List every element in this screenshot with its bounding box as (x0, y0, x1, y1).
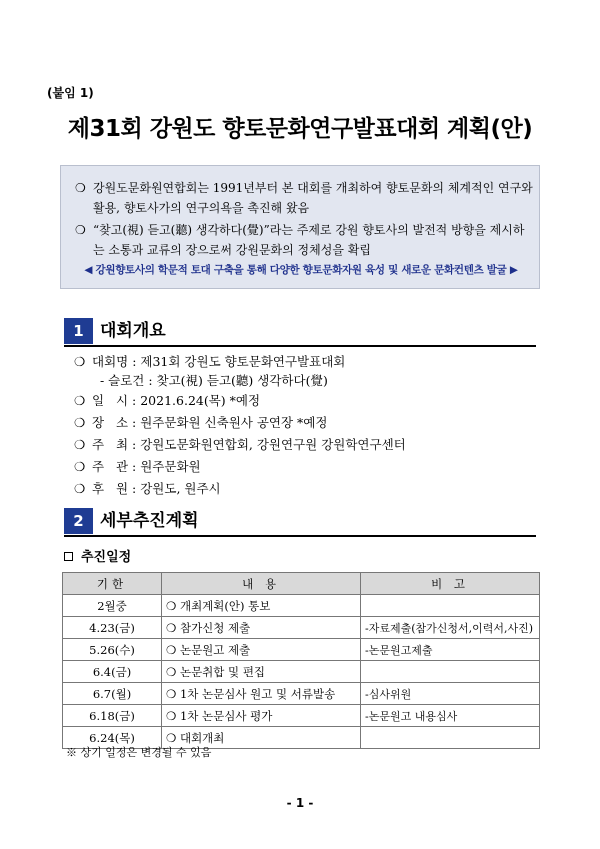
circle-bullet-icon: ❍ (74, 437, 86, 452)
summary-text: 강원도문화원연합회는 1991년부터 본 대회를 개최하여 향토문화의 체계적인 연구와 활용, 향토사가의 연구의욕을 촉진해 왔음 (93, 181, 533, 215)
table-row (63, 639, 540, 661)
overview-row (74, 457, 201, 477)
circle-bullet-icon: ❍ (74, 481, 86, 496)
summary-text: “찾고(視) 듣고(聽) 생각하다(覺)”라는 주제로 강원 향토사의 발전적 방향을 제시하는 소통과 교류의 장으로써 강원문화의 정체성을 확립 (93, 223, 525, 257)
cell-note: -심사위원 (361, 683, 540, 705)
circle-bullet-icon: ❍ (75, 223, 86, 237)
column-header-date: 기한 (63, 573, 162, 595)
circle-bullet-icon: ❍ (74, 393, 86, 408)
cell-content: ❍ 1차 논문심사 평가 (162, 705, 361, 727)
overview-text: 장 소 : 원주문화원 신축원사 공연장 *예정 (92, 415, 328, 430)
table-row (63, 661, 540, 683)
circle-bullet-icon: ❍ (74, 354, 86, 369)
overview-text: 주 관 : 원주문화원 (92, 459, 201, 474)
section-title: 세부추진계획 (100, 511, 199, 531)
cell-date: 6.4(금) (63, 661, 162, 683)
cell-content: ❍ 1차 논문심사 원고 및 서류발송 (162, 683, 361, 705)
section-underline (64, 345, 536, 347)
section-number: 1 (64, 318, 93, 344)
schedule-heading-text: 추진일정 (81, 550, 132, 565)
cell-date: 4.23(금) (63, 617, 162, 639)
circle-bullet-icon: ❍ (74, 459, 86, 474)
section-title: 대회개요 (100, 321, 166, 341)
cell-date: 6.18(금) (63, 705, 162, 727)
section-underline (64, 535, 536, 537)
cell-note: -논문원고제출 (361, 639, 540, 661)
overview-row (74, 479, 221, 499)
page-title: 제31회 강원도 향토문화연구발표대회 계획(안) (67, 116, 533, 142)
column-header-note: 비 고 (361, 573, 540, 595)
overview-row (74, 371, 328, 391)
overview-text: 대회명 : 제31회 강원도 향토문화연구발표대회 (92, 354, 346, 369)
summary-box (60, 165, 540, 289)
summary-banner: ◀ 강원향토사의 학문적 토대 구축을 통해 다양한 향토문화자원 육성 및 새로운 문화컨텐츠 발굴 ▶ (84, 264, 518, 276)
table-header-row (63, 573, 540, 595)
cell-content: ❍ 논문원고 제출 (162, 639, 361, 661)
cell-note (361, 661, 540, 683)
overview-text: 일 시 : 2021.6.24(목) *예정 (92, 393, 261, 408)
table-row (63, 617, 540, 639)
schedule-heading (64, 546, 131, 565)
section-number: 2 (64, 508, 93, 534)
schedule-footnote: ※ 상기 일정은 변경될 수 있음 (66, 746, 212, 759)
cell-content: ❍ 개최계획(안) 통보 (162, 595, 361, 617)
cell-date: 6.24(목) (63, 727, 162, 749)
table-row (63, 683, 540, 705)
cell-date: 6.7(월) (63, 683, 162, 705)
cell-note: -논문원고 내용심사 (361, 705, 540, 727)
section-header-overview (64, 318, 536, 344)
cell-date: 5.26(수) (63, 639, 162, 661)
overview-row (74, 391, 260, 411)
circle-bullet-icon: ❍ (74, 415, 86, 430)
overview-text: 주 최 : 강원도문화원연합회, 강원연구원 강원학연구센터 (92, 437, 406, 452)
cell-content: ❍ 참가신청 제출 (162, 617, 361, 639)
cell-note: -자료제출(참가신청서,이력서,사진) (361, 617, 540, 639)
cell-note (361, 595, 540, 617)
cell-content: ❍ 대회개최 (162, 727, 361, 749)
overview-text: 후 원 : 강원도, 원주시 (92, 481, 221, 496)
circle-bullet-icon: ❍ (75, 181, 86, 195)
overview-row (74, 435, 406, 455)
overview-row (74, 352, 345, 372)
cell-date: 2월중 (63, 595, 162, 617)
attachment-label: (붙임 1) (47, 86, 94, 100)
overview-text: - 슬로건 : 찾고(視) 듣고(聽) 생각하다(覺) (92, 373, 328, 388)
page-number: - 1 - (286, 796, 314, 810)
table-row (63, 595, 540, 617)
cell-content: ❍ 논문취합 및 편집 (162, 661, 361, 683)
square-bullet-icon (64, 552, 73, 561)
cell-note (361, 727, 540, 749)
overview-row (74, 413, 327, 433)
section-header-plan (64, 508, 536, 534)
column-header-content: 내 용 (162, 573, 361, 595)
table-row (63, 705, 540, 727)
schedule-table (62, 572, 540, 749)
